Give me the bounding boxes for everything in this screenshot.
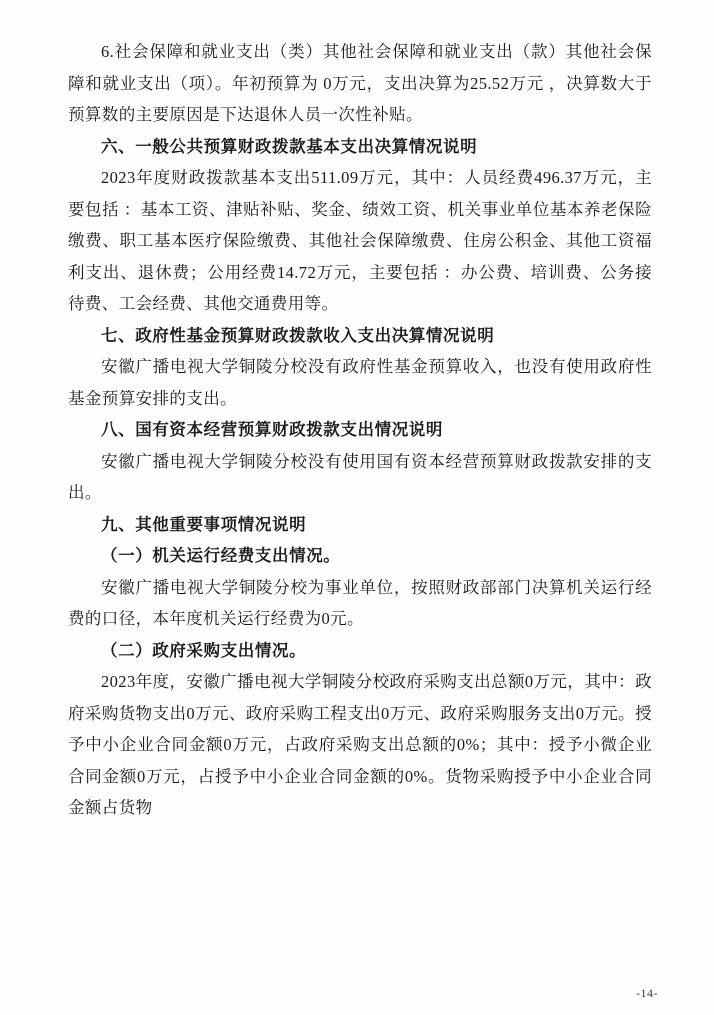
- paragraph-item-6: 6.社会保障和就业支出（类）其他社会保障和就业支出（款）其他社会保障和就业支出（项）。年初预算为 0万元，支出决算为25.52万元 ，决算数大于预算数的主要原因是下达退休人员一次性补贴。: [68, 42, 652, 124]
- paragraph-government-fund: 安徽广播电视大学铜陵分校没有政府性基金预算收入，也没有使用政府性基金预算安排的支出。: [68, 357, 652, 408]
- paragraph-state-capital: 安徽广播电视大学铜陵分校没有使用国有资本经营预算财政拨款安排的支出。: [68, 451, 652, 502]
- section-heading-seven: 七、政府性基金预算财政拨款收入支出决算情况说明: [101, 325, 495, 345]
- document-body: [68, 36, 652, 824]
- paragraph-basic-expenditure: 2023年度财政拨款基本支出511.09万元，其中：人员经费496.37万元，主要包括 ：基本工资、津贴补贴、奖金、绩效工资、机关事业单位基本养老保险缴费、职工基本医疗保险缴费、其他社会保障缴费、住房公积金、其他工资福利支出、退休费；公用经费14.72万元，主要包括 ：办公费、培训费、公务接待费、工会经费、其他交通费用等。: [68, 168, 652, 313]
- paragraph-procurement: 2023年度，安徽广播电视大学铜陵分校政府采购支出总额0万元，其中：政府采购货物支出0万元、政府采购工程支出0万元、政府采购服务支出0万元。授予中小企业合同金额0万元，占政府采购支出总额的0%；其中：授予小微企业合同金额0万元，占授予中小企业合同金额的0%。货物采购授予中小企业合同金额占货物: [68, 672, 652, 817]
- subsection-heading-two: （二）政府采购支出情况。: [101, 640, 307, 660]
- paragraph-operating-expenses: 安徽广播电视大学铜陵分校为事业单位，按照财政部部门决算机关运行经费的口径，本年度机关运行经费为0元。: [68, 577, 652, 628]
- section-heading-eight: 八、国有资本经营预算财政拨款支出情况说明: [101, 420, 443, 439]
- section-heading-nine: 九、其他重要事项情况说明: [101, 514, 307, 534]
- page-number: -14-: [636, 986, 658, 1000]
- subsection-heading-one: （一）机关运行经费支出情况。: [101, 546, 341, 565]
- section-heading-six: 六、一般公共预算财政拨款基本支出决算情况说明: [101, 136, 478, 156]
